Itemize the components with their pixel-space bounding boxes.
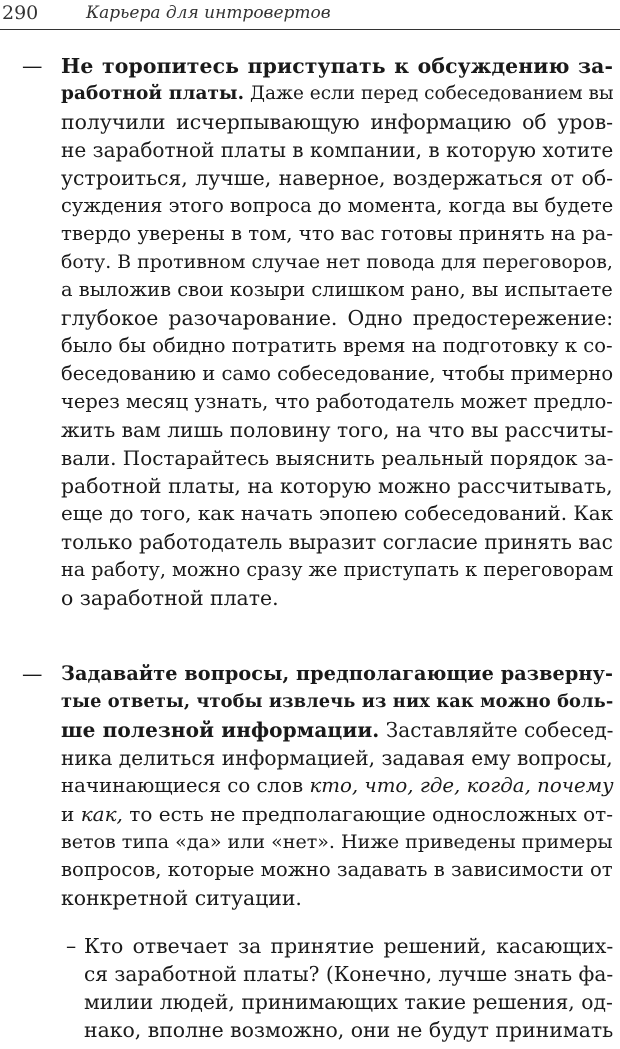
text-line: было бы обидно потратить время на подготовку к со- <box>61 334 613 357</box>
text-line: суждения этого вопроса до момента, когда вы будете <box>61 194 614 217</box>
text-line: о заработной плате. <box>61 586 279 610</box>
text-line: вопросов, которые можно задавать в зависимости от <box>61 858 613 881</box>
text-line: боту. В противном случае нет повода для переговоров, <box>61 251 613 273</box>
sublist-dash: – <box>66 934 77 958</box>
page-number: 290 <box>2 2 39 24</box>
text-line: еще до того, как начать эпопею собеседований. Как <box>61 502 614 525</box>
running-title: Карьера для интровертов <box>86 3 331 23</box>
text-line: а выложив свои козыри слишком рано, вы испытаете <box>61 278 613 301</box>
text-line: ветов типа «да» или «нет». Ниже приведены примеры <box>61 831 613 853</box>
text-span: начинающиеся со слов <box>61 774 310 797</box>
text-line: конкретной ситуации. <box>61 886 302 910</box>
text-line: на работу, можно сразу же приступать к переговорам <box>61 558 614 581</box>
text-line <box>61 660 613 688</box>
text-line: только работодатель выразит согласие принять вас <box>61 530 613 554</box>
text-line <box>61 772 613 800</box>
list-dash: — <box>22 662 43 686</box>
text-line: устроиться, лучше, наверное, воздержаться от об- <box>61 166 614 190</box>
italic-span: кто, что, где, когда, почему <box>309 774 614 797</box>
bold-lead: ше полезной информации. <box>61 718 380 742</box>
list-dash: — <box>22 54 43 78</box>
text-line: ся заработной платы? (Конечно, лучше знать фа- <box>84 962 614 986</box>
text-line <box>61 52 613 80</box>
bold-lead: тые ответы, чтобы извлечь из них как можно боль- <box>61 691 614 712</box>
bold-lead: Задавайте вопросы, предполагающие разверну- <box>61 662 614 685</box>
text-line: не заработной платы в компании, в которую хотите <box>61 138 614 162</box>
text-line <box>61 716 613 744</box>
italic-span: как, <box>80 802 123 826</box>
text-line: жить вам лишь половину того, на что вы рассчиты- <box>61 418 614 442</box>
text-line <box>61 800 613 828</box>
bold-lead: работной платы. <box>61 83 245 104</box>
text-span: Заставляйте собесед- <box>379 718 614 742</box>
text-span: и <box>61 802 81 826</box>
text-line: милии людей, принимающих такие решения, од- <box>84 990 613 1014</box>
text-span: то есть не предполагающие односложных от- <box>122 802 614 826</box>
text-line: работной платы, на которую можно рассчитывать, <box>61 474 613 498</box>
text-span: Даже если перед собеседованием вы <box>244 83 614 104</box>
text-line: через месяц узнать, что работодатель может предло- <box>61 390 613 413</box>
text-line: твердо уверены в том, что вас готовы принять на ра- <box>61 222 613 245</box>
text-line: Кто отвечает за принятие решений, касающих- <box>84 934 614 958</box>
text-line: глубокое разочарование. Одно предостережение: <box>61 306 614 330</box>
text-line: нако, вполне возможно, они не будут принимать <box>84 1018 614 1042</box>
text-line: беседованию и само собеседование, чтобы примерно <box>61 362 614 385</box>
text-line: вали. Постарайтесь выяснить реальный порядок за- <box>61 446 614 470</box>
text-line: получили исчерпывающую информацию об уров- <box>61 110 614 134</box>
bold-lead: Не торопитесь приступать к обсуждению за- <box>61 54 614 78</box>
running-head <box>0 0 620 30</box>
text-line <box>61 80 613 108</box>
text-line <box>61 688 613 716</box>
text-line: ника делиться информацией, задавая ему вопросы, <box>61 746 613 770</box>
